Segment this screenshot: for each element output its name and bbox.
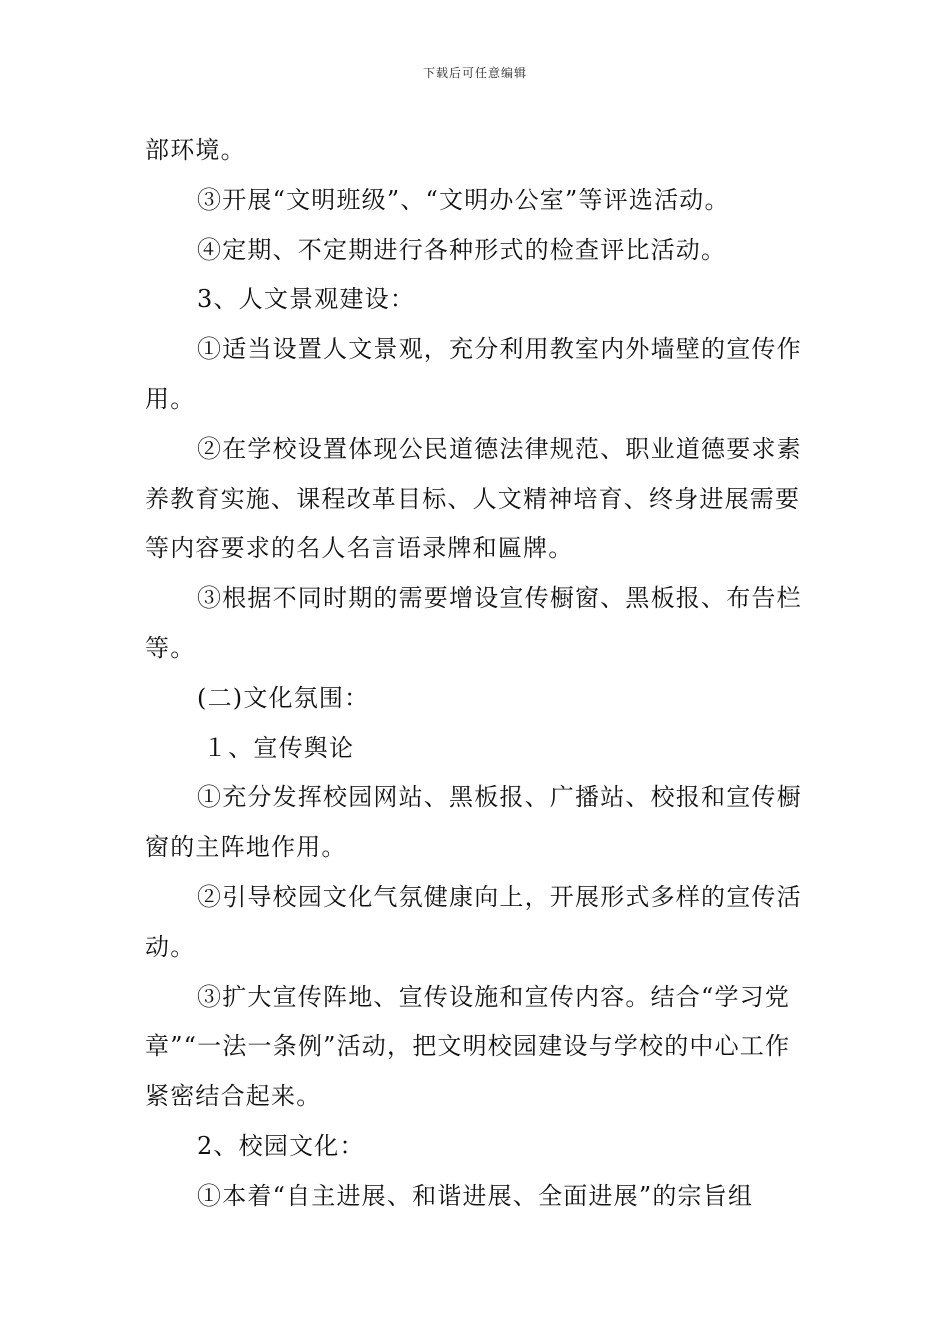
- page-header: 下载后可任意编辑: [422, 66, 527, 80]
- section-heading: １、宣传舆论: [203, 733, 355, 762]
- document-body: [145, 126, 809, 1222]
- paragraph: ③扩大宣传阵地、宣传设施和宣传内容。结合“学习党章”“一法一条例”活动，把文明校园建设与学校的中心工作紧密结合起来。: [145, 982, 791, 1111]
- paragraph: ①本着“自主进展、和谐进展、全面进展”的宗旨组: [197, 1181, 754, 1210]
- paragraph: ③根据不同时期的需要增设宣传橱窗、黑板报、布告栏等。: [145, 584, 802, 662]
- paragraph: ①充分发挥校园网站、黑板报、广播站、校报和宣传橱窗的主阵地作用。: [145, 783, 802, 862]
- section-heading: 2、校园文化：: [197, 1131, 365, 1160]
- paragraph: ③开展“文明班级”、“文明办公室”等评选活动。: [197, 185, 730, 214]
- paragraph: ②引导校园文化气氛健康向上，开展形式多样的宣传活动。: [145, 882, 802, 961]
- paragraph: ④定期、不定期进行各种形式的检查评比活动。: [197, 235, 727, 264]
- section-heading: (二)文化氛围：: [197, 683, 370, 712]
- section-heading: 3、人文景观建设：: [197, 285, 416, 314]
- paragraph: ②在学校设置体现公民道德法律规范、职业道德要求素养教育实施、课程改革目标、人文精神培育、终身进展需要等内容要求的名人名言语录牌和匾牌。: [145, 434, 802, 563]
- paragraph: 部环境。: [145, 136, 246, 164]
- paragraph: ①适当设置人文景观，充分利用教室内外墙壁的宣传作用。: [145, 335, 802, 413]
